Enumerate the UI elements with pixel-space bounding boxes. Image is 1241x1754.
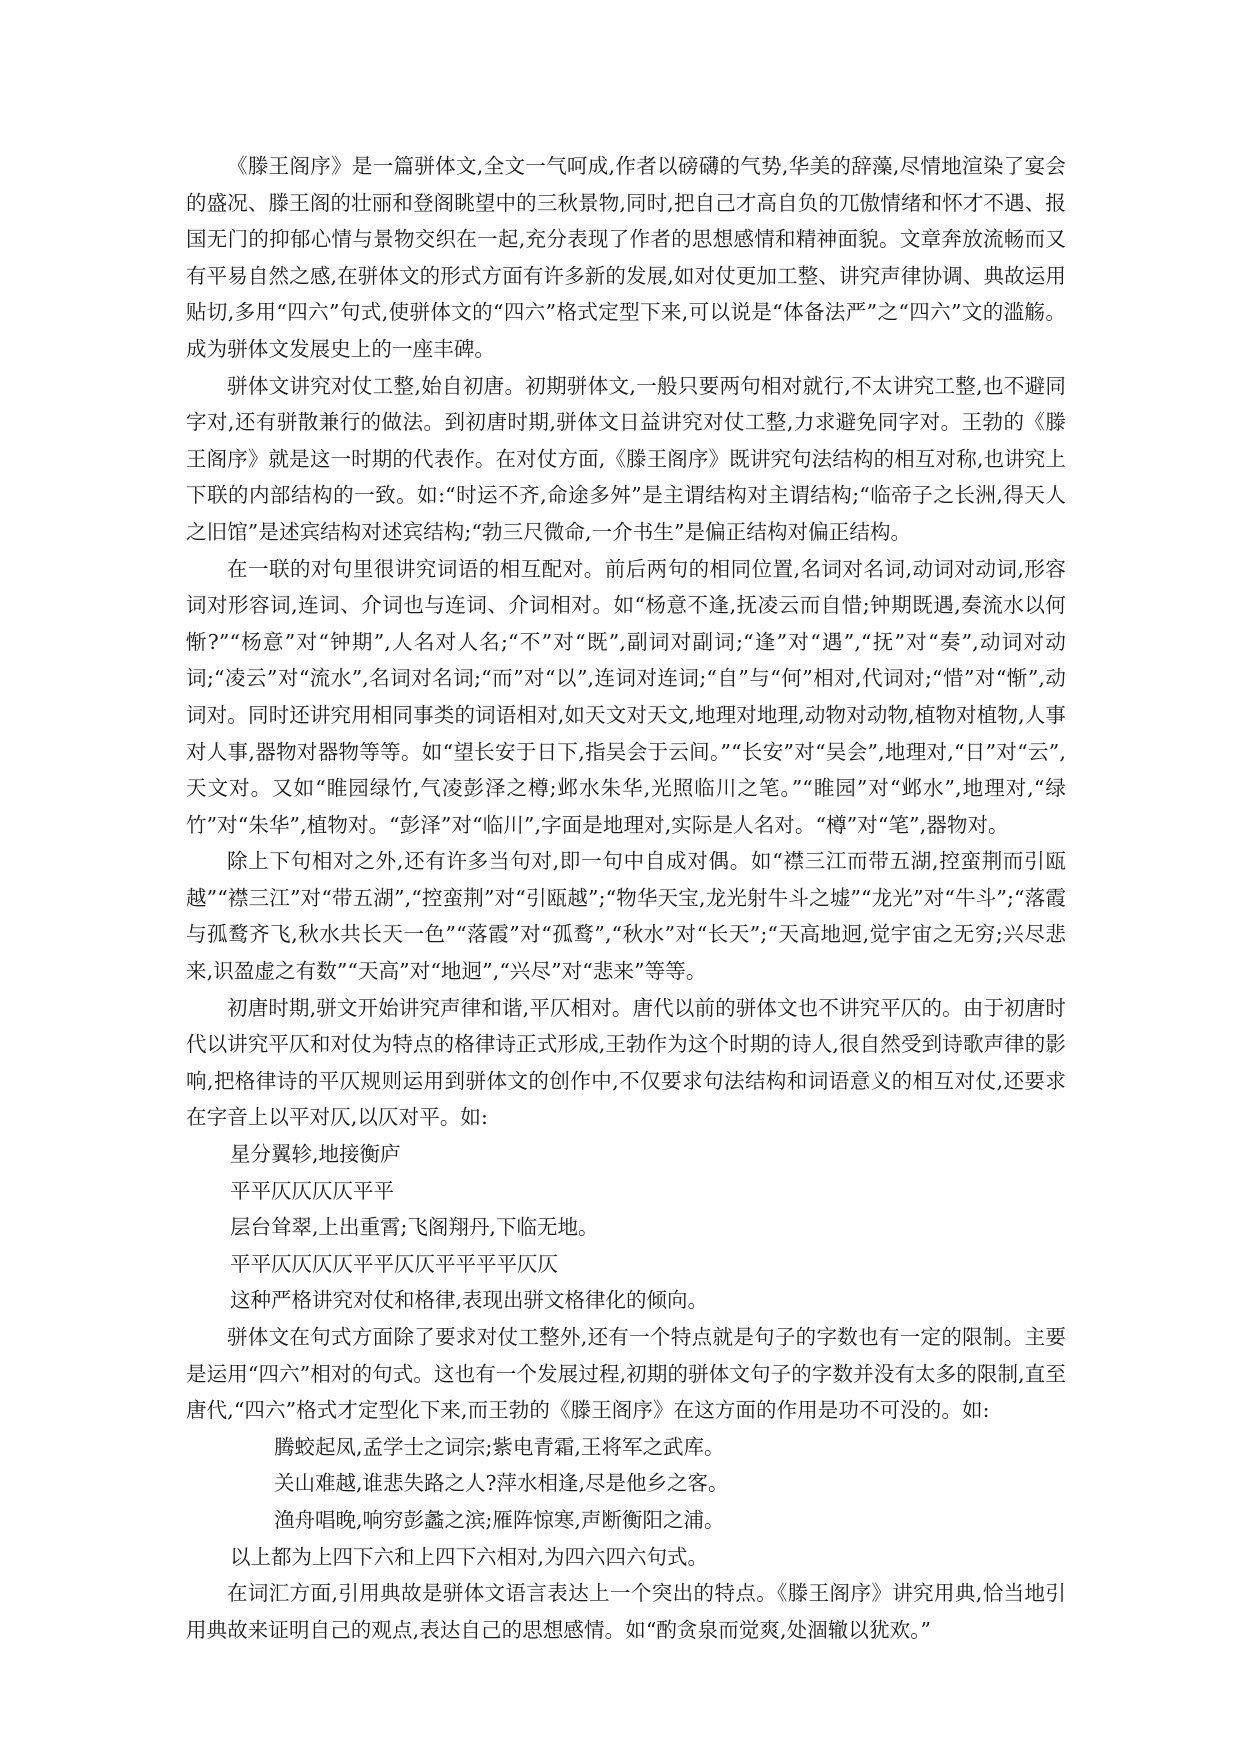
example-line: 层台耸翠,上出重霄;飞阁翔丹,下临无地。: [230, 1215, 599, 1240]
example-line: 星分翼轸,地接衡庐: [230, 1142, 401, 1167]
paragraph: 在词汇方面,引用典故是骈体文语言表达上一个突出的特点。《滕王阁序》讲究用典,恰当地引用典故来证明自己的观点,表达自己的思想感情。如“酌贪泉而觉爽,处涸辙以犹欢。”: [186, 1581, 1066, 1642]
example-line: 腾蛟起凤,孟学士之词宗;紫电青霜,王将军之武库。: [274, 1434, 725, 1459]
document-body: [186, 148, 1066, 1648]
paragraph: 初唐时期,骈文开始讲究声律和谐,平仄相对。唐代以前的骈体文也不讲究平仄的。由于初唐时代以讲究平仄和对仗为特点的格律诗正式形成,王勃作为这个时期的诗人,很自然受到诗歌声律的影响,把格律诗的平仄规则运用到骈体文的创作中,不仅要求句法结构和词语意义的相互对仗,还要求在字音上以平对仄,以仄对平。如:: [186, 995, 1066, 1130]
paragraph: 在一联的对句里很讲究词语的相互配对。前后两句的相同位置,名词对名词,动词对动词,形容词对形容词,连词、介词也与连词、介词相对。如“杨意不逢,抚凌云而自惜;钟期既遇,奏流水以何惭?”“杨意”对“钟期”,人名对人名;“不”对“既”,副词对副词;“逢”对“遇”,“抚”对“奏”,动词对动词;“凌云”对“流水”,名词对名词;“而”对“以”,连词对连词;“自”与“何”相对,代词对;“惜”对“惭”,动词对。同时还讲究用相同事类的词语相对,如天文对天文,地理对地理,动物对动物,植物对植物,人事对人事,器物对器物等等。如“望长安于日下,指吴会于云间。”“长安”对“吴会”,地理对,“日”对“云”,天文对。又如“睢园绿竹,气凌彭泽之樽;邺水朱华,光照临川之笔。”“睢园”对“邺水”,地理对,“绿竹”对“朱华”,植物对。“彭泽”对“临川”,字面是地理对,实际是人名对。“樽”对“笔”,器物对。: [186, 556, 1066, 837]
paragraph: 骈体文讲究对仗工整,始自初唐。初期骈体文,一般只要两句相对就行,不太讲究工整,也不避同字对,还有骈散兼行的做法。到初唐时期,骈体文日益讲究对仗工整,力求避免同字对。王勃的《滕王阁序》就是这一时期的代表作。在对仗方面,《滕王阁序》既讲究句法结构的相互对称,也讲究上下联的内部结构的一致。如:“时运不齐,命途多舛”是主谓结构对主谓结构;“临帝子之长洲,得天人之旧馆”是述宾结构对述宾结构;“勃三尺微命,一介书生”是偏正结构对偏正结构。: [186, 373, 1066, 544]
paragraph: 除上下句相对之外,还有许多当句对,即一句中自成对偶。如“襟三江而带五湖,控蛮荆而引瓯越”“襟三江”对“带五湖”,“控蛮荆”对“引瓯越”;“物华天宝,龙光射牛斗之墟”“龙光”对“牛斗”;“落霞与孤鹜齐飞,秋水共长天一色”“落霞”对“孤鹜”,“秋水”对“长天”;“天高地迥,觉宇宙之无穷;兴尽悲来,识盈虚之有数”“天高”对“地迥”,“兴尽”对“悲来”等等。: [186, 849, 1066, 984]
tone-pattern-line: 平平仄仄仄仄平平仄仄平平平平仄仄: [230, 1251, 558, 1276]
summary-line: 以上都为上四下六和上四下六相对,为四六四六句式。: [230, 1544, 709, 1569]
example-line: 关山难越,谁悲失路之人?萍水相逢,尽是他乡之客。: [274, 1471, 729, 1496]
summary-line: 这种严格讲究对仗和格律,表现出骈文格律化的倾向。: [230, 1288, 709, 1313]
paragraph: 骈体文在句式方面除了要求对仗工整外,还有一个特点就是句子的字数也有一定的限制。主要是运用“四六”相对的句式。这也有一个发展过程,初期的骈体文句子的字数并没有太多的限制,直至唐代,“四六”格式才定型化下来,而王勃的《滕王阁序》在这方面的作用是功不可没的。如:: [186, 1325, 1066, 1423]
paragraph: 《滕王阁序》是一篇骈体文,全文一气呵成,作者以磅礴的气势,华美的辞藻,尽情地渲染了宴会的盛况、滕王阁的壮丽和登阁眺望中的三秋景物,同时,把自己才高自负的兀傲情绪和怀才不遇、报国无门的抑郁心情与景物交织在一起,充分表现了作者的思想感情和精神面貌。文章奔放流畅而又有平易自然之感,在骈体文的形式方面有许多新的发展,如对仗更加工整、讲究声律协调、典故运用贴切,多用“四六”句式,使骈体文的“四六”格式定型下来,可以说是“体备法严”之“四六”文的滥觞。成为骈体文发展史上的一座丰碑。: [186, 154, 1066, 361]
tone-pattern-line: 平平仄仄仄仄平平: [230, 1178, 394, 1203]
example-line: 渔舟唱晚,响穷彭蠡之滨;雁阵惊寒,声断衡阳之浦。: [274, 1507, 725, 1532]
